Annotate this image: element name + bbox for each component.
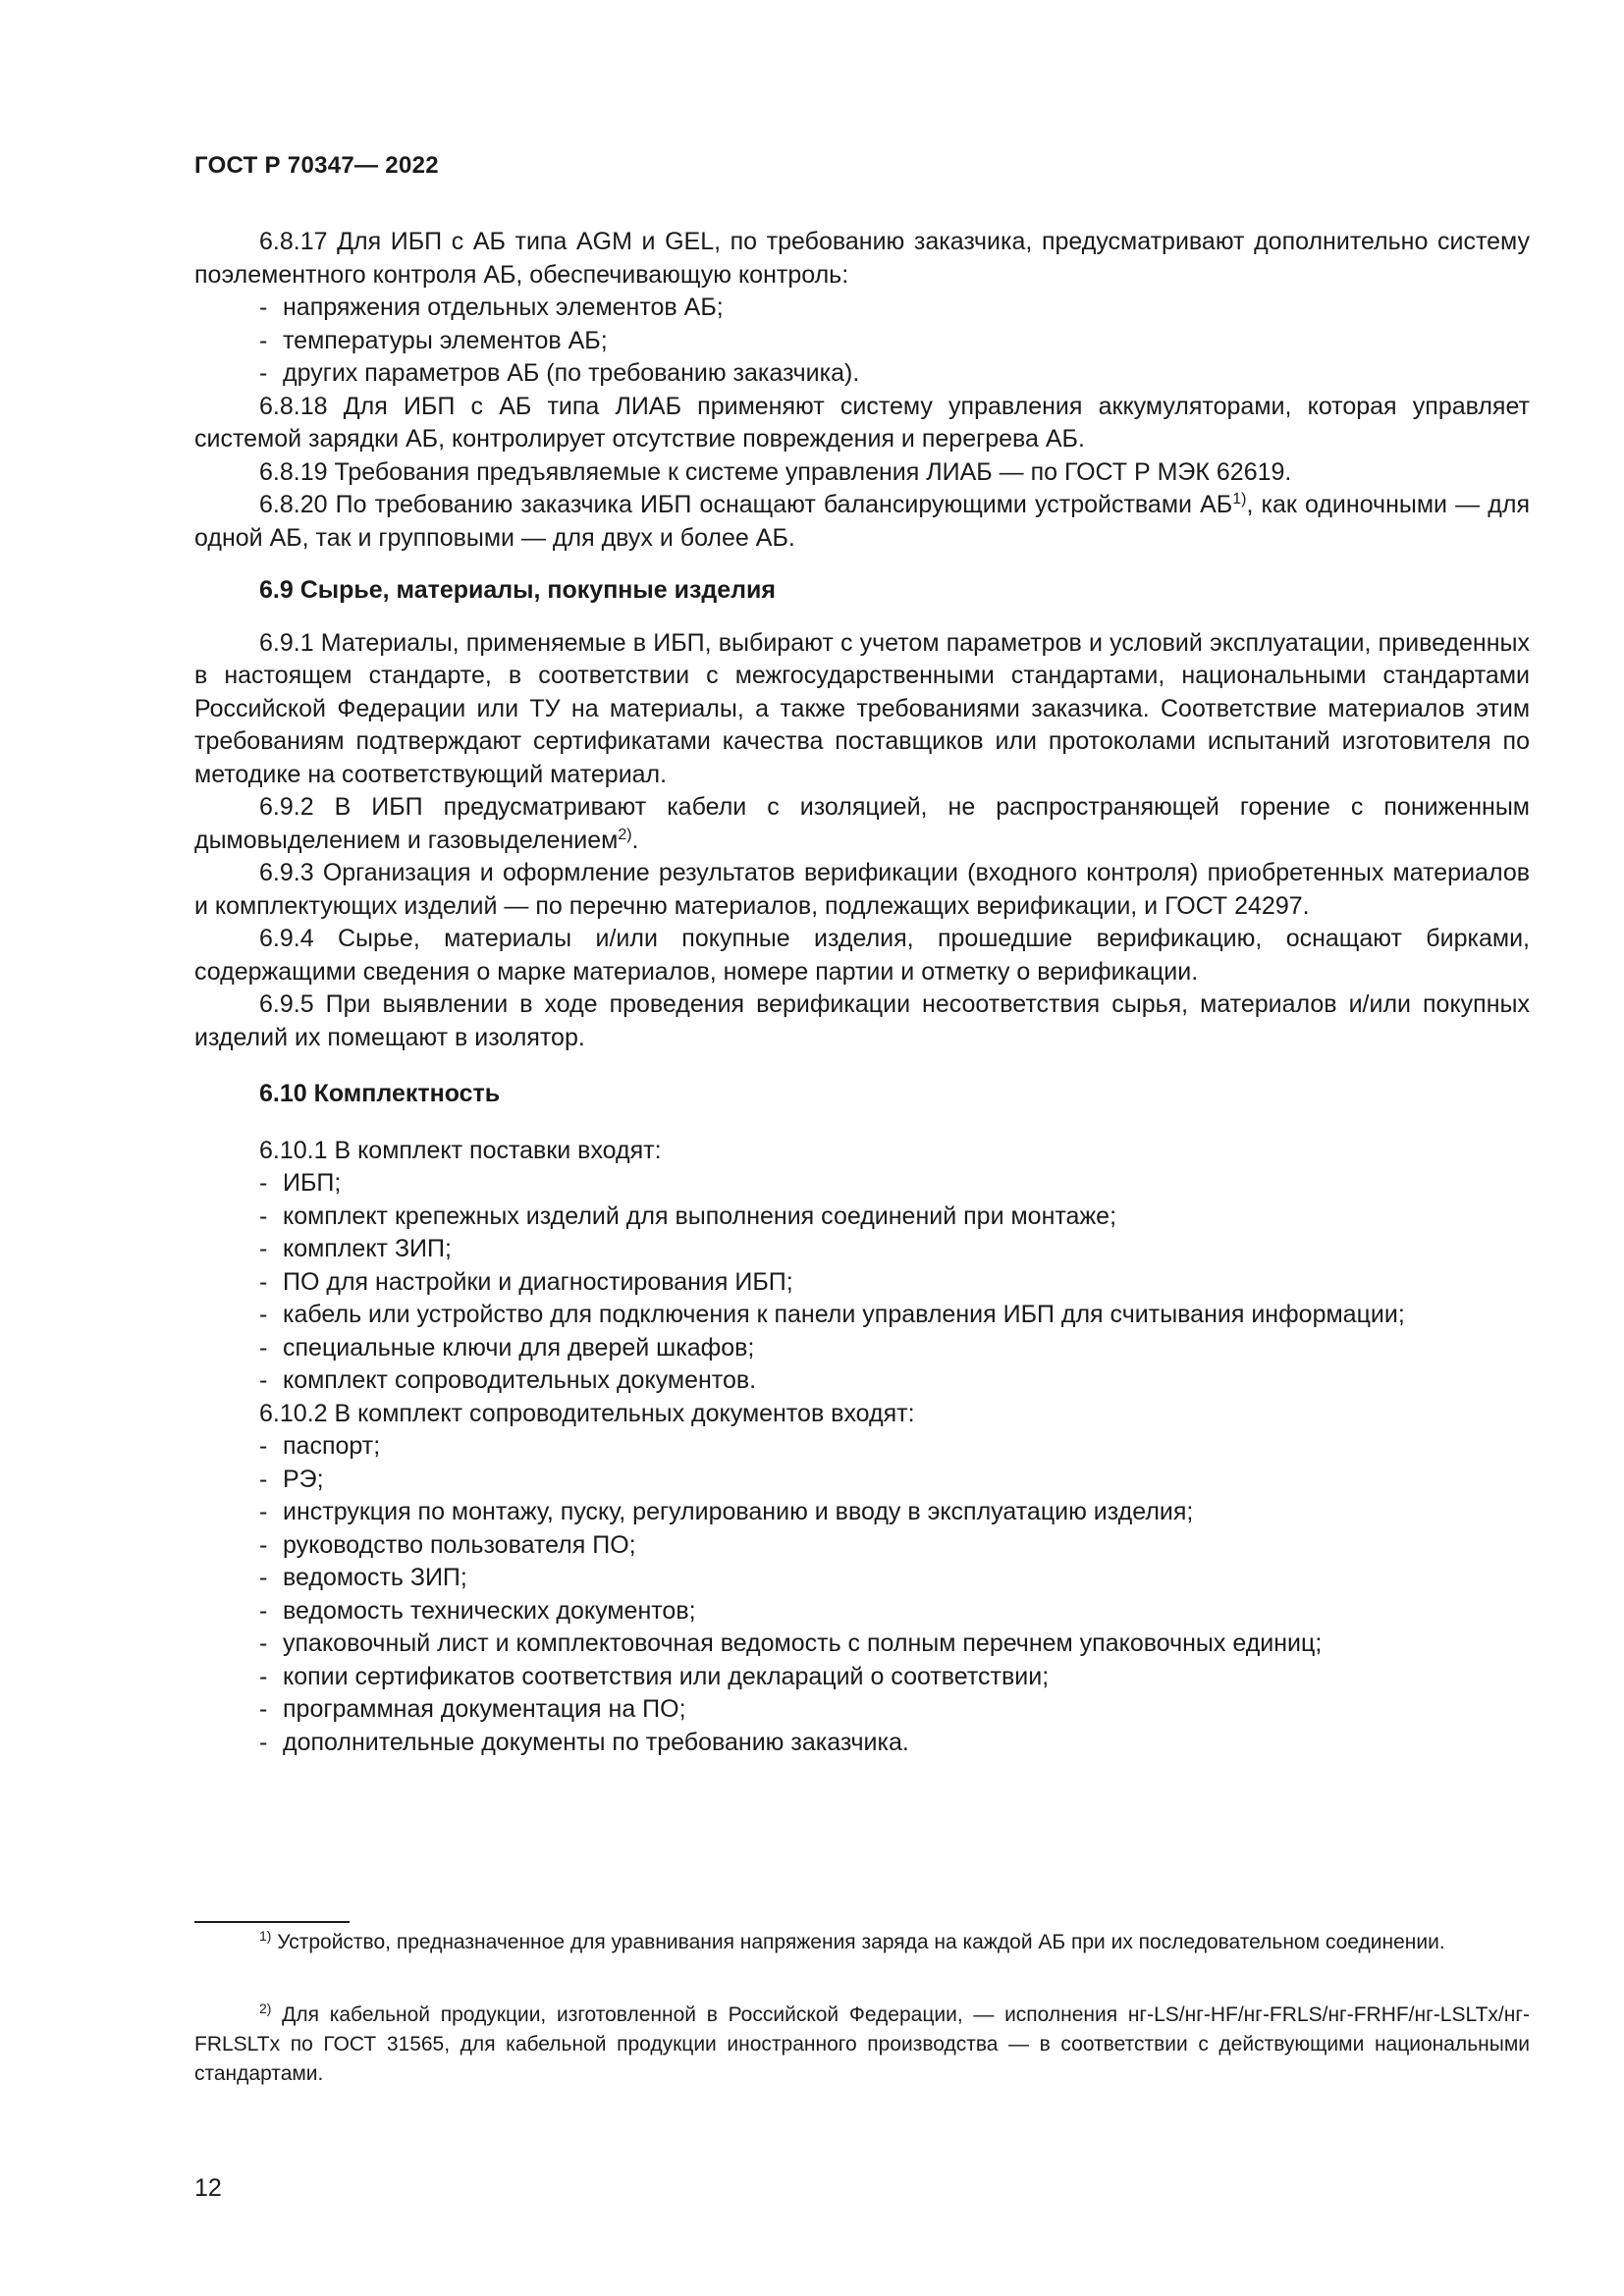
list-6-10-2: [194, 1430, 1530, 1759]
list-6-8-17: [194, 292, 1530, 391]
list-item: - руководство пользователя ПО;: [194, 1529, 1530, 1563]
list-item: - копии сертификатов соответствия или деклараций о соответствии;: [194, 1661, 1530, 1694]
list-item: - температуры элементов АБ;: [194, 325, 1530, 358]
clause-6-9-4: 6.9.4 Сырье, материалы и/или покупные изделия, прошедшие верификацию, оснащают бирками, содержащими сведения о марке материалов, номере партии и отметку о верификации.: [194, 925, 1530, 986]
clause-6-9-3: 6.9.3 Организация и оформление результатов верификации (входного контроля) приобретенных материалов и комплектующих изделий — по перечню материалов, подлежащих верификации, и ГОСТ 24297.: [194, 859, 1530, 920]
list-item: - специальные ключи для дверей шкафов;: [194, 1332, 1530, 1365]
list-dash: -: [259, 1728, 268, 1756]
list-item: - напряжения отдельных элементов АБ;: [194, 292, 1530, 325]
list-item: - ИБП;: [194, 1167, 1530, 1201]
list-dash: -: [259, 294, 268, 321]
list-dash: -: [259, 359, 268, 387]
list-item: - комплект ЗИП;: [194, 1233, 1530, 1266]
list-item: - комплект крепежных изделий для выполнения соединений при монтаже;: [194, 1201, 1530, 1234]
clause-6-8-19: 6.8.19 Требования предъявляемые к системе управления ЛИАБ — по ГОСТ Р МЭК 62619.: [259, 457, 1292, 486]
clause-6-8-18: 6.8.18 Для ИБП с АБ типа ЛИАБ применяют систему управления аккумуляторами, которая управляет системой зарядки АБ, контролирует отсутствие повреждения и перегрева АБ.: [194, 392, 1530, 453]
list-dash: -: [259, 1564, 268, 1591]
list-item: - программная документация на ПО;: [194, 1693, 1530, 1727]
footnote-ref-1[interactable]: 1): [1232, 491, 1247, 507]
list-dash: -: [259, 1333, 268, 1362]
list-dash: -: [259, 1432, 268, 1460]
list-item: - упаковочный лист и комплектовочная ведомость с полным перечнем упаковочных единиц;: [194, 1628, 1530, 1661]
list-dash: -: [259, 1629, 268, 1657]
list-item: - РЭ;: [194, 1464, 1530, 1497]
footnote-2: $^{2)}$ Для кабельной продукции, изготовленной в Российской Федерации, — исполнения нг-LS/нг-HF/нг-FRLS/нг-FRHF/нг-LSLTx/нг-FRLSLTx по ГОСТ 31565, для кабельной продукции иностранного производства — в соответствии с действующими национальными стандартами.: [194, 2001, 1530, 2085]
list-dash: -: [259, 1596, 268, 1625]
list-dash: -: [259, 1366, 268, 1394]
list-dash: -: [259, 1301, 268, 1328]
clause-6-9-5: 6.9.5 При выявлении в ходе проведения верификации несоответствия сырья, материалов и/или покупных изделий их помещают в изолятор.: [194, 990, 1530, 1051]
clause-6-8-20: 6.8.20 По требованию заказчика ИБП оснащают балансирующими устройствами АБ$^{1)}$, как одиночными — для одной АБ, так и групповыми — для двух и более АБ.: [194, 491, 1531, 552]
list-dash: -: [259, 1498, 268, 1525]
list-dash: -: [259, 1530, 268, 1559]
footnote-mark: 1): [259, 1928, 272, 1944]
footnote-1: $^{1)}$ Устройство, предназначенное для уравнивания напряжения заряда на каждой АБ при их последовательном соединении.: [259, 1928, 1445, 1953]
footnote-mark: 2): [259, 2001, 272, 2016]
list-dash: -: [259, 1695, 268, 1723]
page-number: 12: [194, 2174, 222, 2202]
list-dash: -: [259, 1235, 268, 1262]
footnote-ref-2[interactable]: 2): [618, 826, 632, 843]
list-item: - дополнительные документы по требованию заказчика.: [194, 1727, 1530, 1760]
list-item: - паспорт;: [194, 1430, 1530, 1464]
clause-6-10-1: 6.10.1 В комплект поставки входят:: [259, 1136, 662, 1164]
clause-6-8-17: 6.8.17 Для ИБП с АБ типа AGM и GEL, по требованию заказчика, предусматривают дополнительно систему поэлементного контроля АБ, обеспечивающую контроль:: [194, 228, 1530, 289]
list-dash: -: [259, 1662, 268, 1690]
list-dash: -: [259, 1201, 268, 1230]
running-header: ГОСТ Р 70347— 2022: [194, 152, 439, 179]
list-item: - ПО для настройки и диагностирования ИБП;: [194, 1266, 1530, 1300]
page-body: [194, 226, 1530, 1759]
list-item: - других параметров АБ (по требованию заказчика).: [194, 357, 1530, 391]
list-6-10-1: [194, 1167, 1530, 1398]
clause-6-9-1: 6.9.1 Материалы, применяемые в ИБП, выбирают с учетом параметров и условий эксплуатации, приведенных в настоящем стандарте, в соответствии с межгосударственными стандартами, национальными стандартами Российской Федерации или ТУ на материалы, а также требованиями заказчика. Соответствие материалов этим требованиям подтверждают сертификатами качества поставщиков или протоколами испытаний изготовителя по методике на соответствующий материал.: [194, 628, 1530, 788]
list-dash: -: [259, 1169, 268, 1197]
section-heading-6-10: 6.10 Комплектность: [259, 1080, 501, 1107]
list-dash: -: [259, 326, 268, 354]
list-dash: -: [259, 1465, 268, 1493]
list-dash: -: [259, 1267, 268, 1296]
list-item: - инструкция по монтажу, пуску, регулированию и вводу в эксплуатацию изделия;: [194, 1496, 1530, 1529]
clause-6-9-2: 6.9.2 В ИБП предусматривают кабели с изоляцией, не распространяющей горение с пониженным дымовыделением и газовыделением$^{2)}$.: [194, 793, 1530, 854]
footnote-separator: [194, 1921, 350, 1923]
list-item: - ведомость технических документов;: [194, 1595, 1530, 1629]
clause-6-10-2: 6.10.2 В комплект сопроводительных документов входят:: [259, 1399, 915, 1427]
list-item: - ведомость ЗИП;: [194, 1562, 1530, 1595]
list-item: - кабель или устройство для подключения к панели управления ИБП для считывания информации;: [194, 1299, 1530, 1332]
section-heading-6-9: 6.9 Сырье, материалы, покупные изделия: [259, 576, 777, 604]
list-item: - комплект сопроводительных документов.: [194, 1364, 1530, 1398]
